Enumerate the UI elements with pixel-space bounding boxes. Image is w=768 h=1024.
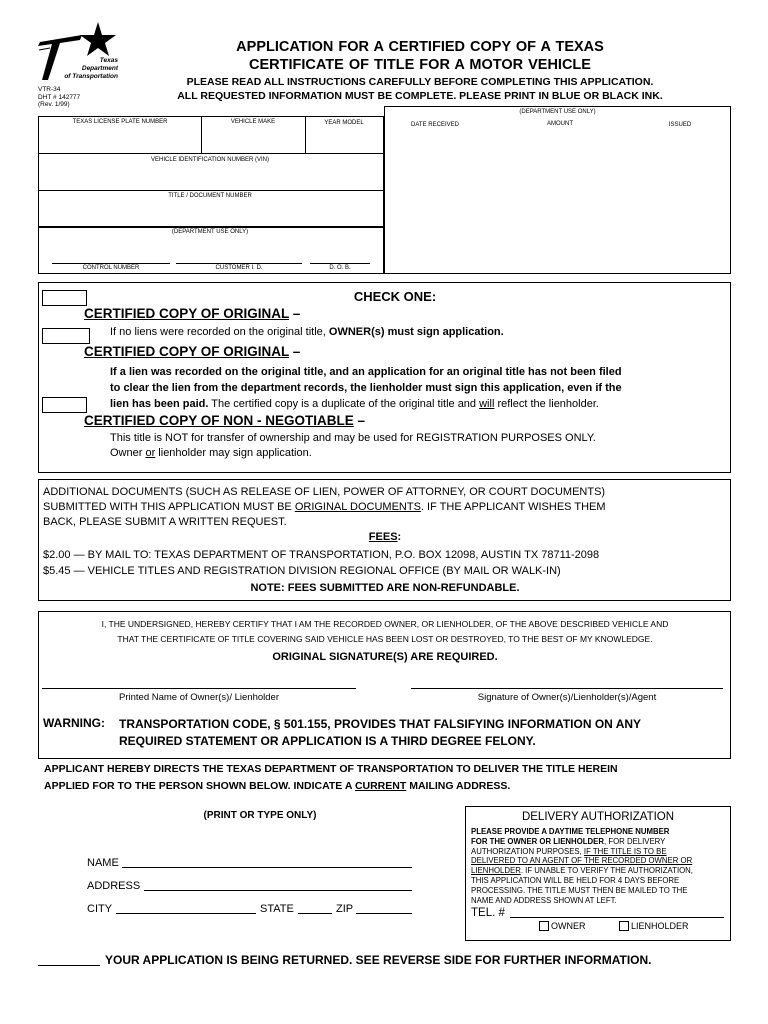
dept-use-header: (DEPARTMENT USE ONLY): [519, 109, 596, 115]
non-refundable-note: NOTE: FEES SUBMITTED ARE NON-REFUNDABLE.: [250, 582, 520, 594]
auth-line-3-text: AUTHORIZATION PURPOSES,: [471, 846, 584, 856]
form-no-line: (Rev. 1/99): [38, 101, 70, 108]
customer-id-label: CUSTOMER I. D.: [215, 265, 263, 271]
original-documents-underlined: ORIGINAL DOCUMENTS: [294, 501, 421, 513]
owner-label: OWNER: [551, 921, 586, 931]
lienholder-text: lienholder may sign application.: [155, 447, 312, 459]
amount-label: AMOUNT: [547, 121, 573, 127]
option-3-title: [84, 413, 365, 428]
address-field[interactable]: [144, 890, 412, 891]
dash: –: [292, 306, 301, 321]
checkbox-original-with-lien[interactable]: [42, 328, 90, 344]
zip-label: ZIP: [336, 903, 354, 915]
option-3-line-2: [110, 446, 596, 461]
option-2-text: [110, 364, 720, 412]
option-1-text-plain: If no liens were recorded on the original title,: [110, 326, 329, 338]
title-line-1: APPLICATION FOR A CERTIFIED COPY OF A TEXAS: [236, 39, 604, 55]
return-check-line[interactable]: [38, 965, 100, 966]
option-2-line-3-end: reflect the lienholder.: [494, 398, 599, 410]
title-number-label: TITLE / DOCUMENT NUMBER: [168, 193, 252, 199]
auth-line-5-text: . IF UNABLE TO VERIFY THE AUTHORIZATION,: [520, 866, 693, 876]
address-label: ADDRESS: [87, 880, 141, 892]
checkbox-original-no-lien[interactable]: [42, 290, 87, 306]
checkbox-owner[interactable]: [539, 921, 549, 931]
printed-name-label: Printed Name of Owner(s)/ Lienholder: [119, 692, 279, 703]
return-notice: YOUR APPLICATION IS BEING RETURNED. SEE REVERSE SIDE FOR FURTHER INFORMATION.: [105, 953, 652, 967]
zip-field[interactable]: [356, 913, 412, 914]
fee-mail: $2.00 — BY MAIL TO: TEXAS DEPARTMENT OF TRANSPORTATION, P.O. BOX 12098, AUSTIN TX 78711-2098: [43, 549, 600, 561]
plate-label: TEXAS LICENSE PLATE NUMBER: [72, 119, 168, 125]
docs-line-2-end: . IF THE APPLICANT WISHES THEM: [420, 501, 606, 513]
department-use-box: [384, 106, 731, 274]
option-2-line-3-bold: lien has been paid.: [110, 398, 209, 410]
vin-label: VEHICLE IDENTIFICATION NUMBER (VIN): [151, 157, 269, 163]
make-label: VEHICLE MAKE: [230, 119, 276, 125]
instructions: [110, 75, 730, 103]
fee-regional: $5.45 — VEHICLE TITLES AND REGISTRATION DIVISION REGIONAL OFFICE (BY MAIL OR WALK-IN): [43, 565, 561, 577]
tel-label: TEL. #: [471, 907, 505, 919]
directive-end: MAILING ADDRESS.: [406, 780, 511, 792]
dash: –: [292, 344, 301, 359]
option-1-text-bold: OWNER(s) must sign application.: [328, 326, 504, 338]
docs-line-2: [43, 500, 723, 515]
logo-line: Department: [81, 65, 118, 72]
print-or-type: (PRINT OR TYPE ONLY): [203, 810, 317, 821]
certify-line-2: THAT THE CERTIFICATE OF TITLE COVERING SAID VEHICLE HAS BEEN LOST OR DESTROYED, TO THE BEST OF MY KNOWLEDGE.: [117, 634, 653, 644]
auth-line-3-underlined: IF THE TITLE IS TO BE: [583, 846, 667, 856]
signature-line[interactable]: [411, 688, 723, 689]
logo-text: [58, 57, 118, 81]
docs-line-1: ADDITIONAL DOCUMENTS (SUCH AS RELEASE OF LIEN, POWER OF ATTORNEY, OR COURT DOCUMENTS): [43, 486, 606, 498]
current-underlined: CURRENT: [354, 780, 407, 792]
auth-line-8: NAME AND ADDRESS SHOWN AT LEFT.: [471, 895, 617, 905]
auth-line-7: PROCESSING. THE TITLE MUST THEN BE MAILED TO THE: [471, 885, 688, 895]
warning-text: [119, 716, 729, 750]
printed-name-line[interactable]: [42, 688, 356, 689]
delivery-directive: [44, 761, 734, 795]
lienholder-label: LIENHOLDER: [631, 921, 689, 931]
docs-line-3: BACK, PLEASE SUBMIT A WRITTEN REQUEST.: [43, 516, 287, 528]
title-line-2: CERTIFICATE OF TITLE FOR A MOTOR VEHICLE: [249, 57, 591, 73]
or-underlined: or: [145, 447, 156, 459]
will-underlined: will: [479, 398, 495, 410]
directive-line-1: APPLICANT HEREBY DIRECTS THE TEXAS DEPARTMENT OF TRANSPORTATION TO DELIVER THE TITLE HEREIN: [44, 763, 618, 775]
issued-label: ISSUED: [668, 122, 692, 128]
form-number: [38, 86, 80, 109]
directive-text: APPLIED FOR TO THE PERSON SHOWN BELOW. INDICATE A: [44, 780, 355, 792]
fees-label: FEES: [368, 531, 398, 543]
control-number-label: CONTROL NUMBER: [82, 265, 140, 271]
option-1-text: [110, 326, 504, 338]
dept-use-label: (DEPARTMENT USE ONLY): [171, 229, 249, 235]
tel-field[interactable]: [510, 917, 724, 918]
option-1-title: [84, 306, 300, 321]
dob-label: D. O. B.: [329, 265, 351, 271]
option-2-title-text: CERTIFIED COPY OF ORIGINAL: [84, 344, 290, 359]
certify-line-1: I, THE UNDERSIGNED, HEREBY CERTIFY THAT I AM THE RECORDED OWNER, OR LIENHOLDER, OF THE ABOVE DESCRIBED VEHICLE AND: [101, 619, 669, 629]
logo-line: Texas: [99, 57, 118, 64]
certification-text: [40, 617, 730, 647]
checkbox-non-negotiable[interactable]: [42, 397, 87, 413]
option-1-title-text: CERTIFIED COPY OF ORIGINAL: [84, 306, 290, 321]
checkbox-lienholder[interactable]: [619, 921, 629, 931]
documents-text: [43, 485, 723, 530]
dash: –: [357, 413, 366, 428]
delivery-auth-title: DELIVERY AUTHORIZATION: [521, 811, 675, 823]
state-field[interactable]: [298, 913, 332, 914]
auth-line-1: PLEASE PROVIDE A DAYTIME TELEPHONE NUMBER: [471, 827, 670, 836]
year-label: YEAR MODEL: [324, 120, 364, 126]
auth-line-6: THIS APPLICATION WILL BE HELD FOR 4 DAYS BEFORE: [471, 875, 680, 885]
signature-label: Signature of Owner(s)/Lienholder(s)/Agent: [477, 692, 657, 703]
form-no-line: VTR-34: [38, 86, 61, 93]
page-title: [130, 38, 710, 74]
option-2-line-3: [110, 396, 720, 412]
instruction-line-2: ALL REQUESTED INFORMATION MUST BE COMPLETE. PLEASE PRINT IN BLUE OR BLACK INK.: [177, 90, 663, 102]
fees-colon: :: [397, 531, 402, 543]
owner-text: Owner: [110, 447, 146, 459]
city-label: CITY: [87, 903, 113, 915]
logo-line: of Transportation: [64, 73, 118, 80]
auth-line-4: DELIVERED TO AN AGENT OF THE RECORDED OWNER OR: [471, 856, 693, 866]
auth-line-2-bold: FOR THE OWNER OR LIENHOLDER: [471, 836, 604, 846]
auth-line-2-text: , FOR DELIVERY: [603, 836, 666, 846]
check-one-title: CHECK ONE:: [353, 289, 437, 304]
option-3-title-text: CERTIFIED COPY OF NON - NEGOTIABLE: [84, 413, 354, 428]
name-field[interactable]: [122, 867, 412, 868]
state-label: STATE: [260, 903, 294, 915]
signature-required: ORIGINAL SIGNATURE(S) ARE REQUIRED.: [272, 651, 498, 663]
form-no-line: DHT # 142777: [38, 93, 81, 101]
auth-line-5: [471, 866, 727, 876]
fees-heading: [300, 531, 470, 543]
auth-line-2: [471, 837, 727, 847]
delivery-auth-text: [471, 827, 727, 905]
docs-line-2-text: SUBMITTED WITH THIS APPLICATION MUST BE: [43, 501, 295, 513]
option-2-line-2: to clear the lien from the department records, the lienholder must sign this application, even if the: [110, 382, 622, 394]
fee-list: [43, 547, 728, 579]
name-label: NAME: [87, 857, 119, 869]
warning-label: WARNING:: [43, 716, 105, 730]
instruction-line-1: PLEASE READ ALL INSTRUCTIONS CAREFULLY BEFORE COMPLETING THIS APPLICATION.: [186, 76, 654, 88]
auth-line-3: [471, 847, 727, 857]
warning-line-2: REQUIRED STATEMENT OR APPLICATION IS A THIRD DEGREE FELONY.: [119, 734, 536, 748]
option-2-line-3-text: The certified copy is a duplicate of the original title and: [208, 398, 480, 410]
option-2-line-1: If a lien was recorded on the original title, and an application for an original title has not been filed: [110, 366, 622, 378]
date-received-label: DATE RECEIVED: [411, 122, 459, 128]
city-field[interactable]: [116, 913, 256, 914]
option-3-line-1: This title is NOT for transfer of ownership and may be used for REGISTRATION PURPOSES ONLY.: [110, 432, 596, 444]
warning-line-1: TRANSPORTATION CODE, § 501.155, PROVIDES THAT FALSIFYING INFORMATION ON ANY: [119, 717, 642, 731]
option-3-text: [110, 431, 596, 461]
auth-line-5-underlined: LIENHOLDER: [471, 866, 521, 876]
directive-line-2: [44, 778, 734, 795]
option-2-title: [84, 344, 300, 359]
